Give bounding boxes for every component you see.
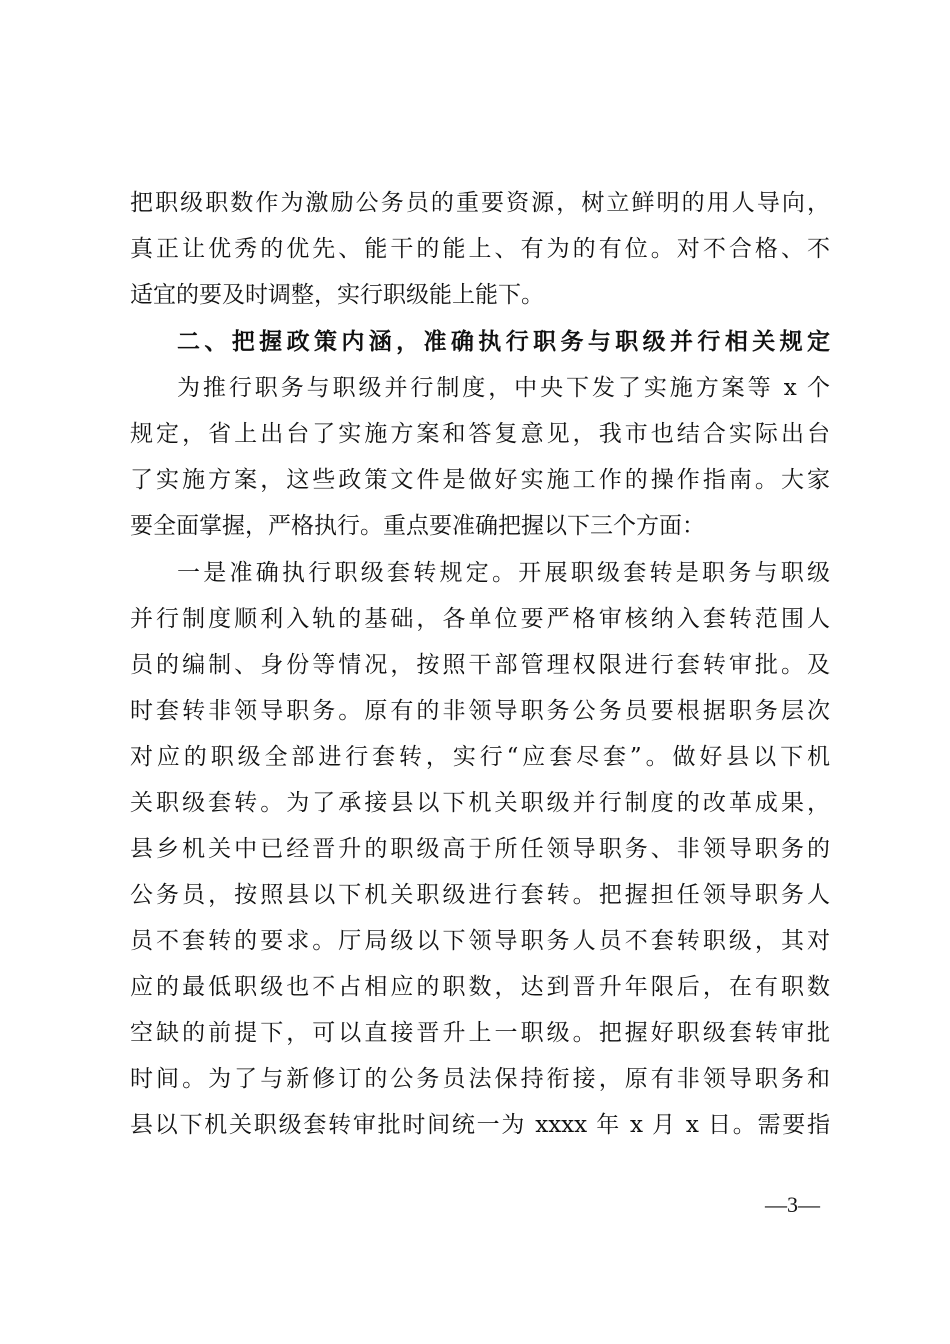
body-text-line: 关职级套转。为了承接县以下机关职级并行制度的改革成果，: [130, 790, 830, 816]
body-text-line: 员不套转的要求。厅局级以下领导职务人员不套转职级，其对: [130, 928, 830, 954]
body-text-line: 规定，省上出台了实施方案和答复意见，我市也结合实际出台: [130, 421, 830, 447]
body-text-line: 适宜的要及时调整，实行职级能上能下。: [130, 282, 544, 308]
body-text-line: 公务员，按照县以下机关职级进行套转。把握担任领导职务人: [130, 882, 830, 908]
body-text-line: 并行制度顺利入轨的基础，各单位要严格审核纳入套转范围人: [130, 606, 830, 632]
body-text-line: 了实施方案，这些政策文件是做好实施工作的操作指南。大家: [130, 467, 830, 493]
body-text-line: 要全面掌握，严格执行。重点要准确把握以下三个方面：: [130, 513, 705, 539]
body-text-line: 对应的职级全部进行套转，实行“应套尽套”。做好县以下机: [130, 744, 830, 770]
body-text-line: 真正让优秀的优先、能干的能上、有为的有位。对不合格、不: [130, 236, 830, 262]
body-text-line: 空缺的前提下，可以直接晋升上一职级。把握好职级套转审批: [130, 1020, 830, 1046]
body-text-line: 应的最低职级也不占相应的职数，达到晋升年限后，在有职数: [130, 974, 830, 1000]
body-text-line: 时间。为了与新修订的公务员法保持衔接，原有非领导职务和: [130, 1066, 830, 1092]
body-text-line: 县乡机关中已经晋升的职级高于所任领导职务、非领导职务的: [130, 836, 830, 862]
body-text-line: 县以下机关职级套转审批时间统一为 xxxx 年 x 月 x 日。需要指: [130, 1112, 830, 1138]
body-text-line: 时套转非领导职务。原有的非领导职务公务员要根据职务层次: [130, 698, 830, 724]
body-text-line: 员的编制、身份等情况，按照干部管理权限进行套转审批。及: [130, 652, 830, 678]
section-heading: 二、把握政策内涵，准确执行职务与职级并行相关规定: [177, 329, 830, 355]
page-number: —3—: [765, 1192, 820, 1217]
body-text-line: 把职级职数作为激励公务员的重要资源，树立鲜明的用人导向，: [130, 190, 830, 216]
body-text-line: 为推行职务与职级并行制度，中央下发了实施方案等 x 个: [177, 375, 830, 401]
body-text-line: 一是准确执行职级套转规定。开展职级套转是职务与职级: [177, 560, 830, 586]
